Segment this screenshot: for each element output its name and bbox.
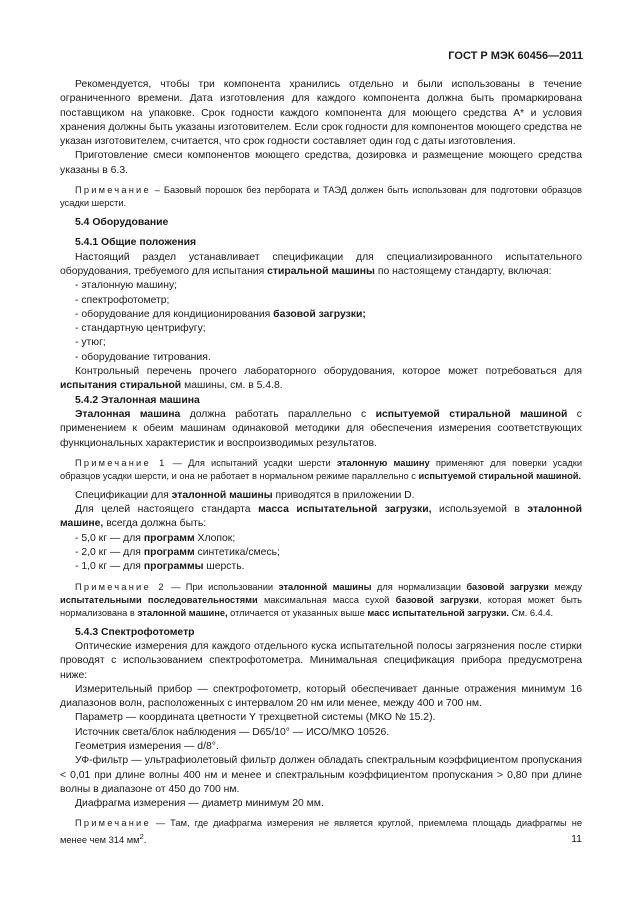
paragraph: Для целей настоящего стандарта масса испытательной загрузки, используемой в эталонной машине, всегда должна быть:	[60, 504, 582, 530]
paragraph: Настоящий раздел устанавливает спецификации для специализированного испытательного оборудования, требуемого для испытания стиральной машины по настоящему стандарту, включая:	[60, 251, 582, 277]
paragraph: Оптические измерения для каждого отдельного куска испытательной полосы загрязнения после стирки проводят с использованием спектрофотометра. Минимальная спецификация прибора предусмотрена ниже:	[60, 640, 582, 681]
note: Примечание – Базовый порошок без пербората и ТАЭД должен быть использован для подготовки образцов усадки шерсти.	[60, 185, 582, 209]
list-item: - стандартную центрифугу;	[75, 323, 206, 335]
list-item: - оборудование титрования.	[75, 351, 211, 363]
paragraph: Эталонная машина должна работать параллельно с испытуемой стиральной машиной с применением к обеим машинам одинаковой методики для обеспечения измерения соответствующих функциональных характеристик и воспроизводимых результатов.	[60, 408, 582, 449]
paragraph: Диафрагма измерения — диаметр минимум 20 мм.	[75, 798, 324, 810]
section-heading: 5.4 Оборудование	[75, 217, 169, 229]
list-item: - 1,0 кг — для программы шерсть.	[75, 561, 245, 573]
list-item: - оборудование для кондиционирования базовой загрузки;	[75, 308, 366, 320]
paragraph: Контрольный перечень прочего лабораторного оборудования, которое может потребоваться для испытания стиральной машины, см. в 5.4.8.	[60, 366, 582, 392]
list-item: - эталонную машину;	[75, 280, 178, 292]
paragraph: Параметр — координата цветности Y трехцветной системы (МКО № 15.2).	[75, 712, 436, 724]
paragraph: Рекомендуется, чтобы три компонента хранились отдельно и были использованы в течение ограниченного времени. Дата изготовления для каждого компонента должна быть промаркирована поставщиком на упаковке. Срок годности каждого компонента для моющего средства А* и условия хранения должны быть указаны изготовителем. Если срок годности для компонентов моющего средства не указан изготовителем, считается, что срок годности составляет один год с даты изготовления.	[60, 79, 582, 148]
subsection-heading: 5.4.2 Эталонная машина	[75, 394, 200, 406]
paragraph: УФ-фильтр — ультрафиолетовый фильтр должен обладать спектральным коэффициентом пропускания < 0,01 при длине волны 400 нм и менее и спектральным коэффициентом пропускания > 0,80 при длине волны в диапазоне от 450 до 700 нм.	[60, 755, 582, 795]
list-item: - 2,0 кг — для программ синтетика/смесь;	[75, 547, 280, 559]
list-item: - утюг;	[75, 337, 106, 349]
list-item: - 5,0 кг — для программ Хлопок;	[75, 532, 236, 544]
subsection-heading: 5.4.1 Общие положения	[75, 237, 197, 249]
paragraph: Измерительный прибор — спектрофотометр, который обеспечивает данные отражения минимум 16 диапазонов волн, расположенных с интервалом 20 нм или менее, между 400 и 700 нм.	[60, 683, 582, 710]
page-number: 11	[571, 833, 582, 845]
page-header: ГОСТ Р МЭК 60456—2011	[448, 50, 583, 62]
paragraph: Источник света/блок наблюдения — D65/10° — ИСО/МКО 10526.	[75, 726, 390, 738]
paragraph: Спецификации для эталонной машины приводятся в приложении D.	[75, 489, 415, 501]
note: Примечание — Там, где диафрагма измерения не является круглой, приемлема площадь диафрагмы не менее чем 314 $мм^2$.	[60, 818, 582, 846]
note: Примечание 2 — При использовании эталонной машины для нормализации базовой загрузки между испытательными последовательностями максимальная масса сухой базовой загрузки, которая может быть нормализована в эталонной машине, отличается от указанных выше масс испытательной загрузки. См. 6.4.4.	[60, 581, 582, 618]
paragraph: Геометрия измерения — d/8°.	[75, 740, 219, 752]
paragraph: Приготовление смеси компонентов моющего средства, дозировка и размещение моющего средства указаны в 6.3.	[60, 150, 582, 176]
list-item: - спектрофотометр;	[75, 294, 170, 306]
note: Примечание 1 — Для испытаний усадки шерсти эталонную машину применяют для поверки усадки образцов усадки шерсти, и она не работает в нормальном режиме параллельно с испытуемой стиральной машиной.	[60, 457, 583, 481]
page-content	[60, 78, 582, 848]
subsection-heading: 5.4.3 Спектрофотометр	[75, 626, 195, 638]
